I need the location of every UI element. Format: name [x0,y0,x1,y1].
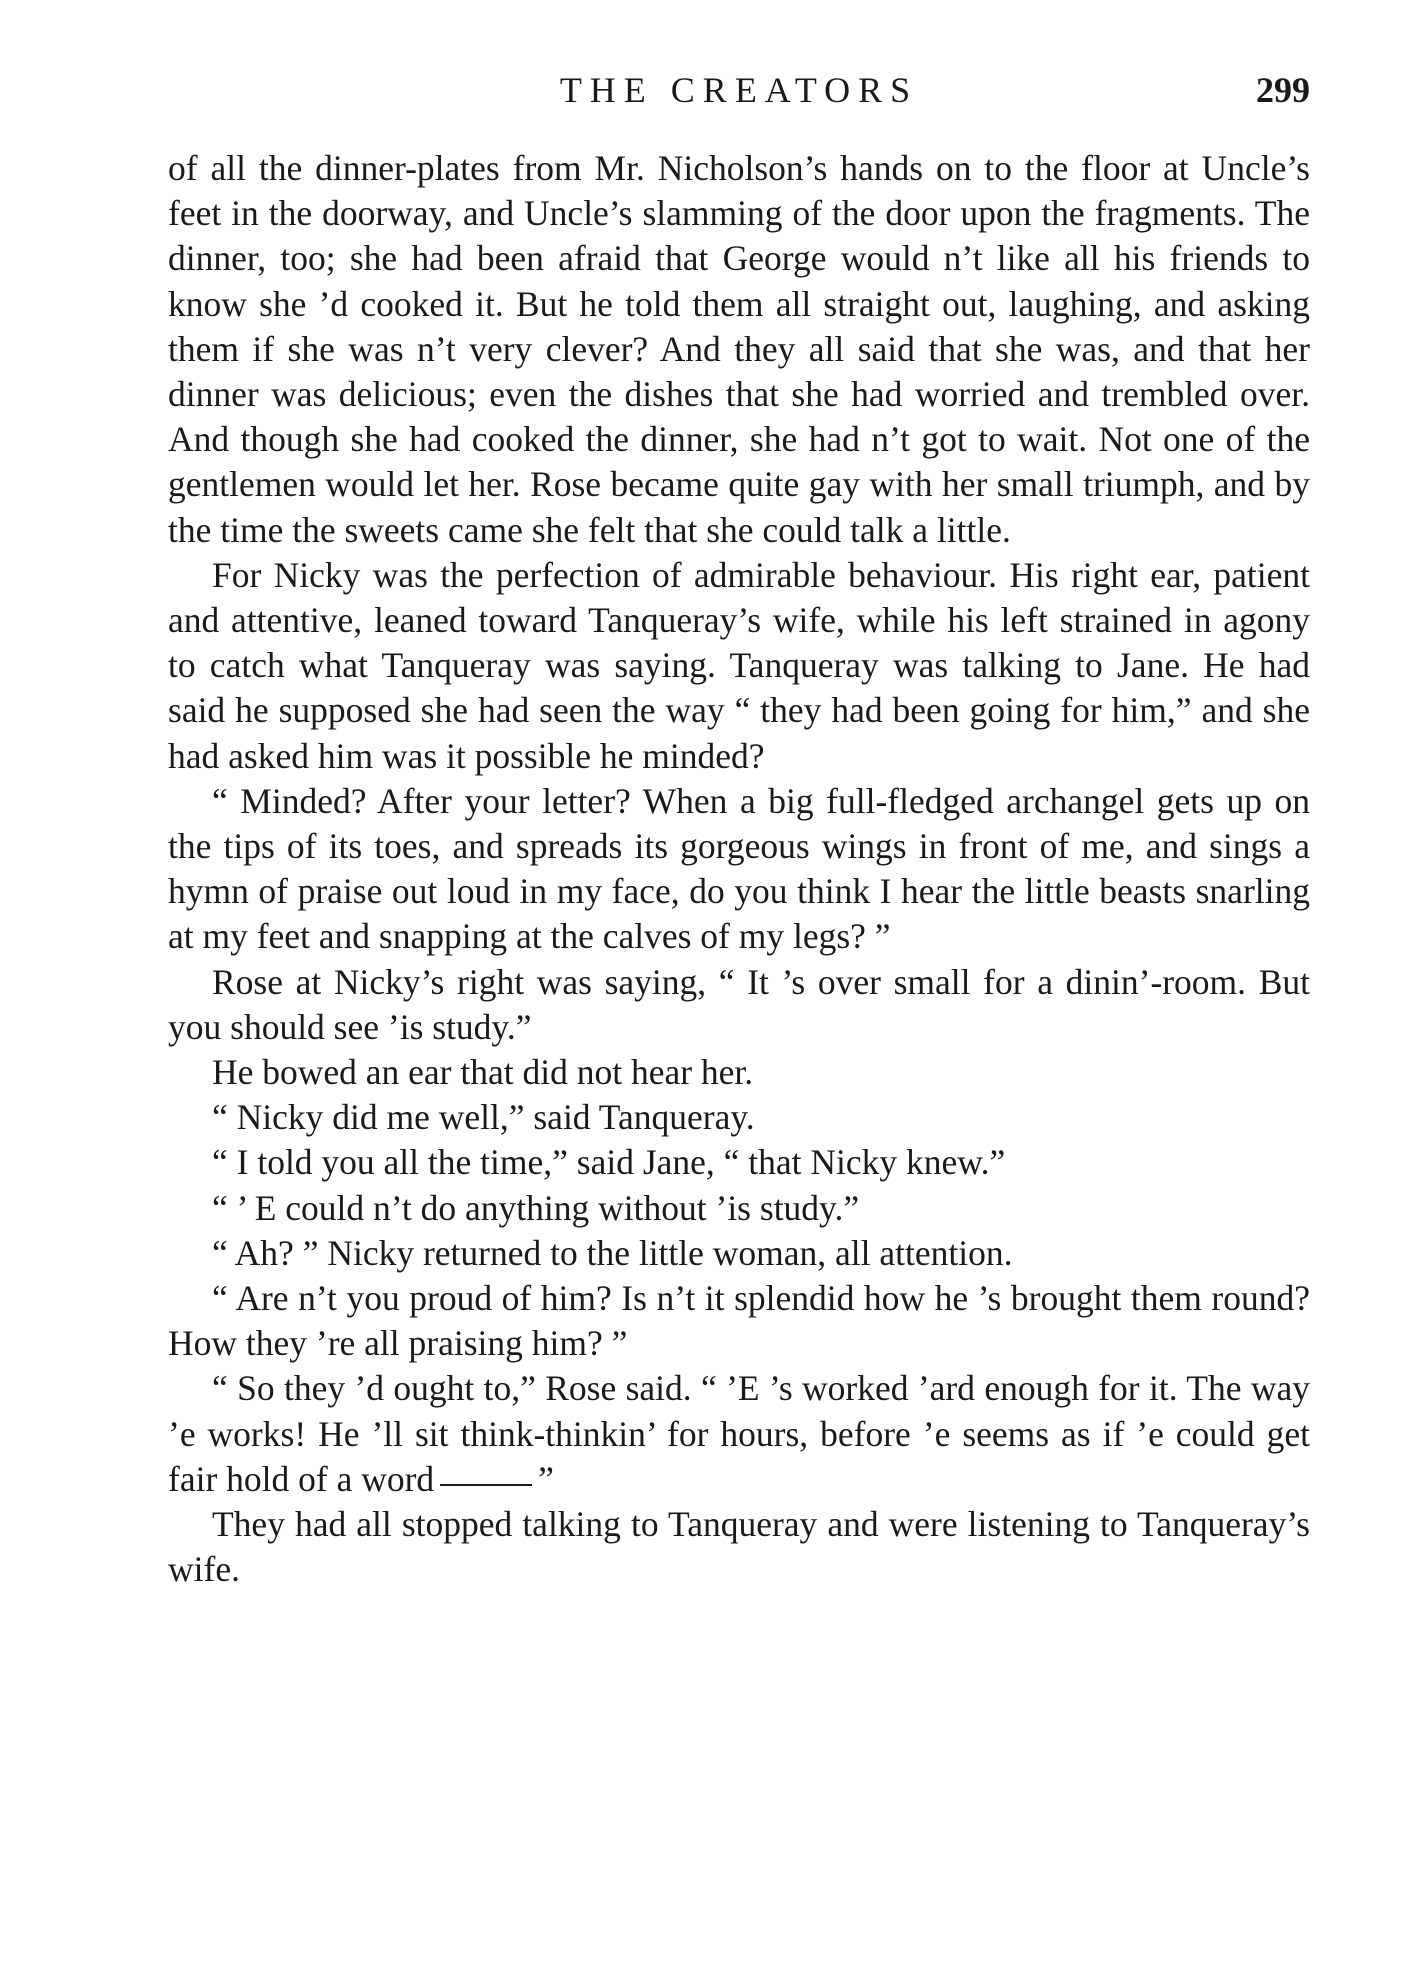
paragraph: “ Minded? After your letter? When a big full-fledged archangel gets up on the tips of its toes, and spreads its gorgeous wings in front of me, and sings a hymn of praise out loud in my face, do you think I hear the little beasts snarling at my feet and snapping at the calves of my legs? ” [168,780,1310,957]
paragraph: “ ’ E could n’t do anything without ’is study.” [212,1187,860,1228]
body-text [168,146,1310,1593]
paragraph [168,1366,1310,1502]
paragraph: “ Nicky did me well,” said Tanqueray. [212,1097,755,1138]
em-dash-rule [440,1484,532,1486]
running-head [168,64,1310,116]
paragraph: “ I told you all the time,” said Jane, “ that Nicky knew.” [212,1142,1006,1183]
paragraph: For Nicky was the perfection of admirable behaviour. His right ear, patient and attentive, leaned toward Tanqueray’s wife, while his left strained in agony to catch what Tanqueray was saying. Tanqueray was talking to Jane. He had said he supposed she had seen the way “ they had been going for him,” and she had asked him was it possible he minded? [168,554,1310,776]
closing-quote: ” [538,1458,554,1499]
paragraph: “ Ah? ” Nicky returned to the little woman, all attention. [212,1232,1013,1273]
paragraph-text: “ So they ’d ought to,” Rose said. “ ’E ’s worked ’ard enough for it. The way ’e works! He ’ll sit think-thinkin’ for hours, before ’e seems as if ’e could get fair hold of a word [168,1368,1310,1499]
paragraph: of all the dinner-plates from Mr. Nicholson’s hands on to the floor at Uncle’s feet in the doorway, and Uncle’s slamming of the door upon the fragments. The dinner, too; she had been afraid that George would n’t like all his friends to know she ’d cooked it. But he told them all straight out, laughing, and asking them if she was n’t very clever? And they all said that she was, and that her dinner was delicious; even the dishes that she had worried and trembled over. And though she had cooked the dinner, she had n’t got to wait. Not one of the gentlemen would let her. Rose became quite gay with her small triumph, and by the time the sweets came she felt that she could talk a little. [168,148,1310,550]
running-title: THE CREATORS [559,70,919,110]
page-number: 299 [1256,70,1310,110]
paragraph: Rose at Nicky’s right was saying, “ It ’s over small for a dinin’-room. But you should see ’is study.” [168,961,1310,1047]
paragraph: He bowed an ear that did not hear her. [212,1052,754,1093]
paragraph: “ Are n’t you proud of him? Is n’t it splendid how he ’s brought them round? How they ’re all praising him? ” [168,1278,1310,1364]
paragraph: They had all stopped talking to Tanqueray and were listening to Tanqueray’s wife. [168,1504,1310,1590]
